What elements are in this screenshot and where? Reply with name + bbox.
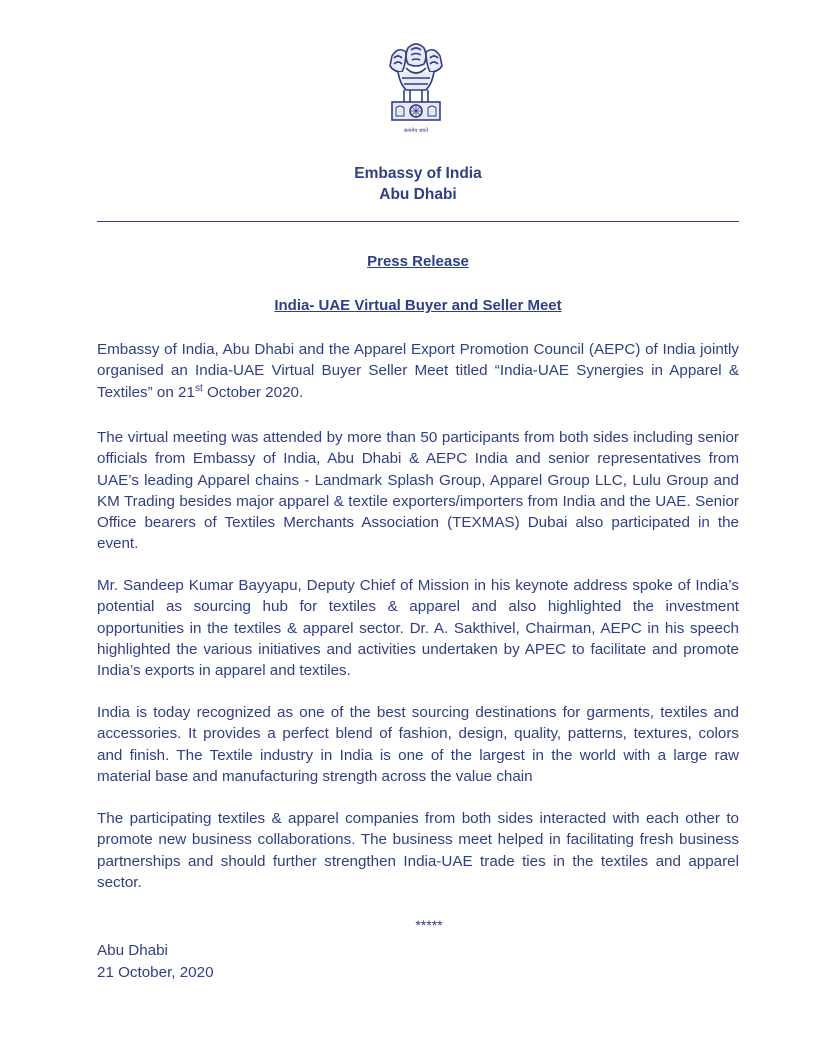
paragraph-5: The participating textiles & apparel companies from both sides interacted with each other to promote new business collaborations. The business meet helped in facilitating fresh business partnerships and should further strengthen India-UAE trade ties in the textiles and apparel sector. <box>97 810 739 891</box>
letterhead <box>97 163 739 205</box>
paragraph-4: India is today recognized as one of the best sourcing destinations for garments, textiles and accessories. It provides a perfect blend of fashion, design, quality, patterns, textures, colors and finish. The Textile industry in India is one of the largest in the world with a large raw material base and manufacturing strength across the value chain <box>97 704 739 785</box>
embassy-name: Embassy of India <box>354 165 482 182</box>
header-divider <box>97 221 739 222</box>
event-title: India- UAE Virtual Buyer and Seller Meet <box>274 297 562 314</box>
emblem-motto: सत्यमेव जयते <box>403 128 429 134</box>
place-line: Abu Dhabi <box>97 942 168 959</box>
date-line: 21 October, 2020 <box>97 964 214 981</box>
end-separator: ***** <box>415 917 443 933</box>
paragraph-3: Mr. Sandeep Kumar Bayyapu, Deputy Chief of Mission in his keynote address spoke of India’s potential as sourcing hub for textiles & apparel and also highlighted the investment opportunities in the textiles & apparel sector. Dr. A. Sakthivel, Chairman, AEPC in his speech highlighted the various initiatives and activities undertaken by APEC to facilitate and promote India’s exports in apparel and textiles. <box>97 577 739 680</box>
ordinal-suffix: st <box>194 382 203 394</box>
national-emblem-icon <box>384 38 448 140</box>
signature-block <box>97 940 214 984</box>
embassy-city: Abu Dhabi <box>379 186 457 203</box>
paragraph-2: The virtual meeting was attended by more than 50 participants from both sides including senior officials from Embassy of India, Abu Dhabi & AEPC India and senior representatives from UAE’s leading Apparel chains - Landmark Splash Group, Apparel Group LLC, Lulu Group and KM Trading besides major apparel & textile exporters/importers from India and the UAE. Senior Office bearers of Textiles Merchants Association (TEXMAS) Dubai also participated in the event. <box>97 429 739 553</box>
paragraph-1: Embassy of India, Abu Dhabi and the Apparel Export Promotion Council (AEPC) of India jointly organised an India-UAE Virtual Buyer Seller Meet titled “India-UAE Synergies in Apparel & Textiles” on 21st October 2020. <box>97 341 739 401</box>
press-release-heading: Press Release <box>367 253 469 270</box>
